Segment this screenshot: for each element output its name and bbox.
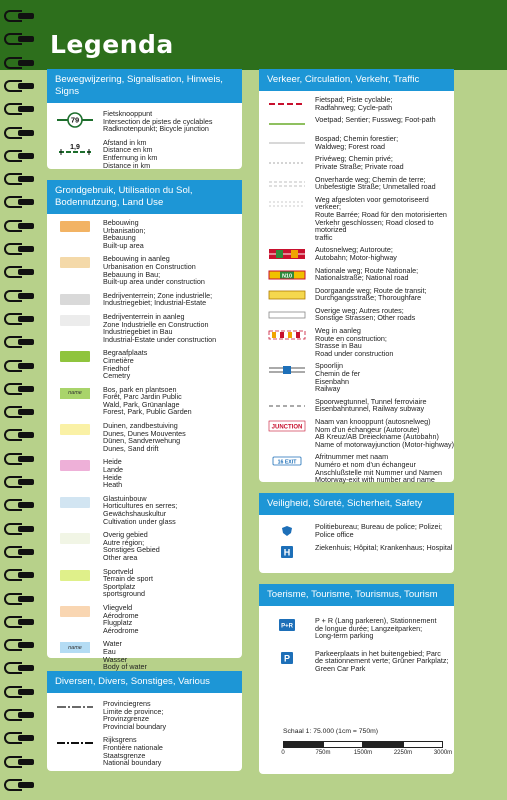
legend-text: Bedrijventerrein in aanleg Zone Industrielle en Construction Industriegebiet in Bau Industrial-Estate under construction	[103, 311, 217, 344]
legend-text: P + R (Lang parkeren), Stationnement de longue durée; Langzeitparken; Long-term parking	[315, 616, 437, 641]
legend-text: Duinen, zandbestuiving Dunes, Dunes Mouventes Dünen, Sandverwehung Dunes, Sand drift	[103, 421, 186, 453]
legend-symbol	[47, 255, 103, 268]
color-swatch	[60, 424, 90, 435]
ring-bar	[18, 153, 34, 159]
spiral-ring	[4, 290, 34, 302]
ring-bar	[18, 106, 34, 112]
legend-row-motorway	[259, 244, 454, 264]
panel-landuse	[47, 180, 242, 672]
legend-row-bicycle-junction	[47, 107, 242, 136]
closed-road-icon	[267, 198, 307, 210]
color-swatch	[60, 221, 90, 232]
legend-text: Glastuinbouw Horticultures en serres; Gewächshauskultur Cultivation under glass	[103, 493, 178, 526]
ring-bar	[18, 199, 34, 205]
legend-text: Weg afgesloten voor gemotoriseerd verkeer; Route Barrée; Road für den motorisierten Verkehr geschlossen; Road closed to motorized traffic	[315, 194, 447, 242]
legend-text: Bospad; Chemin forestier; Waldweg; Forest road	[315, 134, 399, 151]
police-icon	[280, 525, 294, 537]
legend-row-other-road	[259, 305, 454, 325]
legend-text: Spoorwegtunnel, Tunnel ferroviaire Eisenbahntunnel, Railway subway	[315, 396, 427, 414]
legend-row-junction-name	[259, 416, 454, 451]
legend-row-landuse	[47, 420, 242, 456]
scale-tick-label: 750m	[315, 750, 331, 756]
hospital-icon	[281, 546, 293, 558]
road-construction-icon	[267, 329, 307, 341]
legend-text: Parkeerplaats in het buitengebied; Parc de stationnement verte; Grüner Parkplatz; Green Car Park	[315, 648, 449, 673]
legend-row-cycle-path	[259, 94, 454, 114]
spiral-ring	[4, 616, 34, 628]
scale-segment	[403, 741, 443, 748]
hospital-letter: H	[283, 547, 291, 558]
spiral-ring	[4, 406, 34, 418]
legend-row-railway	[259, 360, 454, 395]
legend-symbol	[47, 495, 103, 508]
spiral-ring	[4, 429, 34, 441]
legend-symbol	[259, 135, 315, 149]
ring-bar	[18, 735, 34, 741]
spiral-ring	[4, 662, 34, 674]
legend-symbol	[47, 349, 103, 362]
legend-text: Afstand in km Distance en km Entfernung in km Distance in km	[103, 137, 158, 170]
spiral-ring	[4, 57, 34, 69]
legend-text: Afritnummer met naam Numéro et nom d'un échangeur Anschlußstelle mit Nummer und Namen Motorway-exit with number and name	[315, 452, 443, 485]
legend-symbol	[259, 398, 315, 412]
legend-row-parking	[259, 647, 454, 676]
legend-row-landuse	[47, 311, 242, 347]
color-swatch	[60, 351, 90, 362]
national-road-icon	[267, 269, 307, 281]
scale-bar-block	[281, 728, 453, 760]
parking-icon	[281, 652, 293, 664]
forest-road-icon	[267, 137, 307, 149]
ring-bar	[18, 269, 34, 275]
railway-tunnel-icon	[267, 400, 307, 412]
color-swatch	[60, 570, 90, 581]
parking-letter: P	[283, 653, 291, 664]
panel-safety	[259, 493, 454, 573]
panel-signs	[47, 69, 242, 169]
ring-bar	[18, 596, 34, 602]
color-swatch	[60, 497, 90, 508]
legend-text: Bebouwing in aanleg Urbanisation en Construction Bebauung in Bau; Built-up area under construction	[103, 254, 205, 287]
legend-text: Nationale weg; Route Nationale; Nationalstraße; National road	[315, 265, 419, 283]
legend-row-police	[259, 520, 454, 541]
legend-text: Voetpad; Sentier; Fussweg; Foot-path	[315, 115, 436, 125]
other-road-icon	[267, 309, 307, 321]
legend-symbol	[259, 307, 315, 321]
legend-row-railway-tunnel	[259, 396, 454, 416]
legend-symbol	[47, 219, 103, 232]
legend-symbol	[259, 196, 315, 210]
spiral-ring	[4, 80, 34, 92]
legend-row-landuse	[47, 217, 242, 253]
legend-text: Fietsknooppunt Intersection de pistes de cyclables Radknotenpunkt; Bicycle junction	[103, 109, 213, 134]
ring-bar	[18, 759, 34, 765]
legend-row-landuse	[47, 384, 242, 420]
ring-bar	[18, 619, 34, 625]
legend-symbol	[259, 176, 315, 190]
legend-row-park-and-ride	[259, 614, 454, 643]
ring-bar	[18, 549, 34, 555]
ring-bar	[18, 36, 34, 42]
legend-text: Weg in aanleg Route en construction; Strasse in Bau Road under construction	[315, 326, 394, 358]
ring-bar	[18, 409, 34, 415]
exit-number-icon	[267, 455, 307, 467]
scale-segment	[323, 741, 363, 748]
legend-text: Water Eau Wasser Body of water	[103, 639, 147, 672]
legend-row-landuse	[47, 456, 242, 492]
spiral-ring	[4, 243, 34, 255]
spiral-ring	[4, 336, 34, 348]
svg-text:JUNCTION: JUNCTION	[271, 424, 303, 431]
spiral-ring	[4, 639, 34, 651]
ring-bar	[18, 642, 34, 648]
legend-text: Rijksgrens Frontière nationale Staatsgrenze National boundary	[103, 735, 163, 768]
spiral-ring	[4, 732, 34, 744]
spiral-ring	[4, 569, 34, 581]
color-swatch	[60, 606, 90, 617]
spiral-ring	[4, 150, 34, 162]
legend-symbol	[259, 96, 315, 110]
ring-bar	[18, 223, 34, 229]
motorway-icon	[267, 248, 307, 260]
spiral-ring	[4, 546, 34, 558]
spiral-ring	[4, 103, 34, 115]
legend-symbol	[47, 292, 103, 305]
color-swatch	[60, 294, 90, 305]
legend-row-national-road	[259, 265, 454, 285]
unmetalled-road-icon	[267, 178, 307, 190]
legend-text: Provinciegrens Limite de province; Provinzgrenze Provincial boundary	[103, 699, 167, 731]
legend-symbol	[47, 313, 103, 326]
junction-name-icon	[267, 420, 307, 432]
ring-bar	[18, 246, 34, 252]
ring-bar	[18, 572, 34, 578]
legend-symbol	[47, 640, 103, 653]
legend-row-hospital	[259, 541, 454, 561]
legend-text: Sportveld Terrain de sport Sportplatz sportsground	[103, 566, 153, 599]
legend-symbol	[259, 246, 315, 260]
spiral-ring	[4, 127, 34, 139]
color-swatch: name	[60, 388, 90, 399]
thoroughfare-icon	[267, 289, 307, 301]
panel-traffic	[259, 69, 455, 485]
ring-bar	[18, 665, 34, 671]
spiral-ring	[4, 756, 34, 768]
legend-symbol	[259, 327, 315, 341]
ring-bar	[18, 130, 34, 136]
panel-signs-title: Bewegwijzering, Signalisation, Hinweis, Signs	[47, 69, 242, 103]
spiral-ring	[4, 593, 34, 605]
spiral-ring	[4, 686, 34, 698]
color-swatch: name	[60, 642, 90, 653]
ring-bar	[18, 60, 34, 66]
svg-text:N10: N10	[281, 272, 293, 279]
legend-row-landuse	[47, 290, 242, 311]
panel-safety-title: Veiligheid, Sûreté, Sicherheit, Safety	[259, 493, 454, 515]
ring-bar	[18, 316, 34, 322]
legend-symbol	[47, 386, 103, 399]
legend-row-landuse	[47, 493, 242, 529]
legend-symbol	[47, 458, 103, 471]
panel-landuse-title: Grondgebruik, Utilisation du Sol, Bodennutzung, Land Use	[47, 180, 242, 214]
legend-text: Fietspad; Piste cyclable; Radfahrweg; Cycle-path	[315, 95, 393, 112]
panel-traffic-title: Verkeer, Circulation, Verkehr, Traffic	[259, 69, 454, 91]
spiral-ring	[4, 220, 34, 232]
legend-text: Autosnelweg; Autoroute; Autobahn; Motor-highway	[315, 245, 397, 262]
scale-title: Schaal 1: 75.000 (1cm = 750m)	[283, 728, 379, 735]
legend-row-landuse	[47, 253, 242, 289]
legend-text: Privéweg; Chemin privé; Private Straße; Private road	[315, 154, 404, 171]
legend-text: Onverharde weg; Chemin de terre; Unbefestigte Straße; Unmetalled road	[315, 174, 436, 192]
legend-row-thoroughfare	[259, 285, 454, 305]
legend-text: Bebouwing Urbanisation; Bebauung Built-up area	[103, 218, 146, 250]
legend-symbol	[47, 568, 103, 581]
legend-row-closed-road	[259, 194, 454, 245]
legend-row-distance	[47, 136, 242, 172]
legend-row-exit-number	[259, 451, 454, 486]
legend-text: Spoorlijn Chemin de fer Eisenbahn Railway	[315, 361, 361, 394]
legend-text: Overig gebied Autre région; Sonstiges Gebied Other area	[103, 530, 160, 562]
legend-row-landuse	[47, 566, 242, 602]
legend-text: Vliegveld Aérodrome Flugplatz Aérodrome	[103, 602, 139, 635]
color-swatch	[60, 315, 90, 326]
legend-row-province-border	[47, 697, 242, 733]
legend-symbol	[259, 453, 315, 467]
spiral-ring	[4, 709, 34, 721]
ring-bar	[18, 176, 34, 182]
scale-segment	[283, 741, 323, 748]
legend-text: Doorgaande weg; Route de transit; Durchgangsstraße; Thoroughfare	[315, 285, 427, 303]
legend-symbol	[259, 267, 315, 281]
legend-row-unmetalled-road	[259, 174, 454, 194]
spiral-ring	[4, 196, 34, 208]
legend-row-road-construction	[259, 325, 454, 360]
legend-row-foot-path	[259, 114, 454, 133]
legend-row-forest-road	[259, 133, 454, 153]
spiral-ring	[4, 266, 34, 278]
park-and-ride-letter: P+R	[281, 623, 293, 630]
spiral-ring	[4, 476, 34, 488]
ring-bar	[18, 502, 34, 508]
spiral-ring	[4, 453, 34, 465]
legend-row-landuse	[47, 347, 242, 383]
private-road-icon	[267, 157, 307, 169]
legend-symbol	[259, 155, 315, 169]
legend-text: Heide Lande Heide Heath	[103, 457, 123, 490]
scale-tick-label: 0	[281, 750, 285, 756]
ring-bar	[18, 689, 34, 695]
legend-text: Bos, park en plantsoen Forêt, Parc Jardin Public Wald, Park, Grünanlage Forest, Park, Public Garden	[103, 384, 192, 417]
color-swatch	[60, 257, 90, 268]
svg-text:16 EXIT: 16 EXIT	[277, 459, 297, 466]
province-border-icon	[55, 702, 95, 712]
legend-symbol	[47, 604, 103, 617]
panel-misc-title: Diversen, Divers, Sonstiges, Various	[47, 671, 242, 693]
ring-bar	[18, 293, 34, 299]
legend-text: Bedrijventerrein; Zone industrielle; Industriegebiet; Industrial-Estate	[103, 290, 213, 308]
junction-number-text: 79	[70, 115, 80, 125]
color-swatch	[60, 460, 90, 471]
panel-tourism-title: Toerisme, Tourisme, Tourismus, Tourism	[259, 584, 454, 606]
legend-row-landuse	[47, 602, 242, 638]
legend-symbol	[259, 116, 315, 130]
park-and-ride-icon	[279, 619, 295, 631]
ring-bar	[18, 432, 34, 438]
legend-symbol	[259, 362, 315, 376]
ring-bar	[18, 83, 34, 89]
panel-misc	[47, 671, 242, 771]
spiral-ring	[4, 779, 34, 791]
legend-text: Naam van knooppunt (autosnelweg) Nom d'un échangeur (Autoroute) AB Kreuz/AB Dreieckname (Autobahn) Name of motorwayjunction (Motor-highway)	[315, 417, 455, 449]
legend-text: Overige weg; Autres routes; Sonstige Strassen; Other roads	[315, 305, 416, 323]
ring-bar	[18, 479, 34, 485]
spiral-ring	[4, 173, 34, 185]
legend-text: Ziekenhuis; Hôpital; Krankenhaus; Hospital	[315, 543, 453, 553]
legend-symbol	[47, 422, 103, 435]
scale-tick-label: 1500m	[353, 750, 373, 756]
ring-bar	[18, 456, 34, 462]
railway-icon	[267, 364, 307, 376]
ring-bar	[18, 782, 34, 788]
spiral-ring	[4, 499, 34, 511]
ring-bar	[18, 526, 34, 532]
legend-row-state-border	[47, 733, 242, 769]
cycle-path-icon	[267, 98, 307, 110]
spiral-ring	[4, 383, 34, 395]
header-band	[0, 0, 507, 70]
scale-tick-label: 3000m	[433, 750, 453, 756]
ring-bar	[18, 363, 34, 369]
ring-bar	[18, 712, 34, 718]
scale-tick-label: 2250m	[393, 750, 413, 756]
ring-bar	[18, 339, 34, 345]
spiral-ring	[4, 523, 34, 535]
spiral-ring	[4, 360, 34, 372]
foot-path-icon	[267, 118, 307, 130]
scale-segment	[363, 741, 403, 748]
spiral-ring	[4, 313, 34, 325]
legend-text: Politiebureau; Bureau de police; Polizei; Police office	[315, 522, 443, 539]
bicycle-junction-icon	[55, 112, 95, 128]
ring-bar	[18, 13, 34, 19]
color-swatch	[60, 533, 90, 544]
scale-ticks	[281, 750, 453, 760]
spiral-binding	[0, 0, 40, 800]
legend-row-landuse	[47, 638, 242, 674]
page-title: Legenda	[50, 30, 174, 59]
legend-symbol	[259, 287, 315, 301]
legend-text: Begraafplaats Cimetière Friedhof Cemetry	[103, 348, 148, 381]
distance-marker-icon	[55, 141, 95, 159]
scale-bar	[283, 741, 443, 748]
legend-row-private-road	[259, 153, 454, 173]
legend-row-landuse	[47, 529, 242, 565]
legend-symbol	[47, 531, 103, 544]
legend-symbol	[259, 418, 315, 432]
distance-number-text: 1,9	[70, 143, 80, 151]
spiral-ring	[4, 33, 34, 45]
spiral-ring	[4, 10, 34, 22]
state-border-icon	[55, 738, 95, 748]
ring-bar	[18, 386, 34, 392]
